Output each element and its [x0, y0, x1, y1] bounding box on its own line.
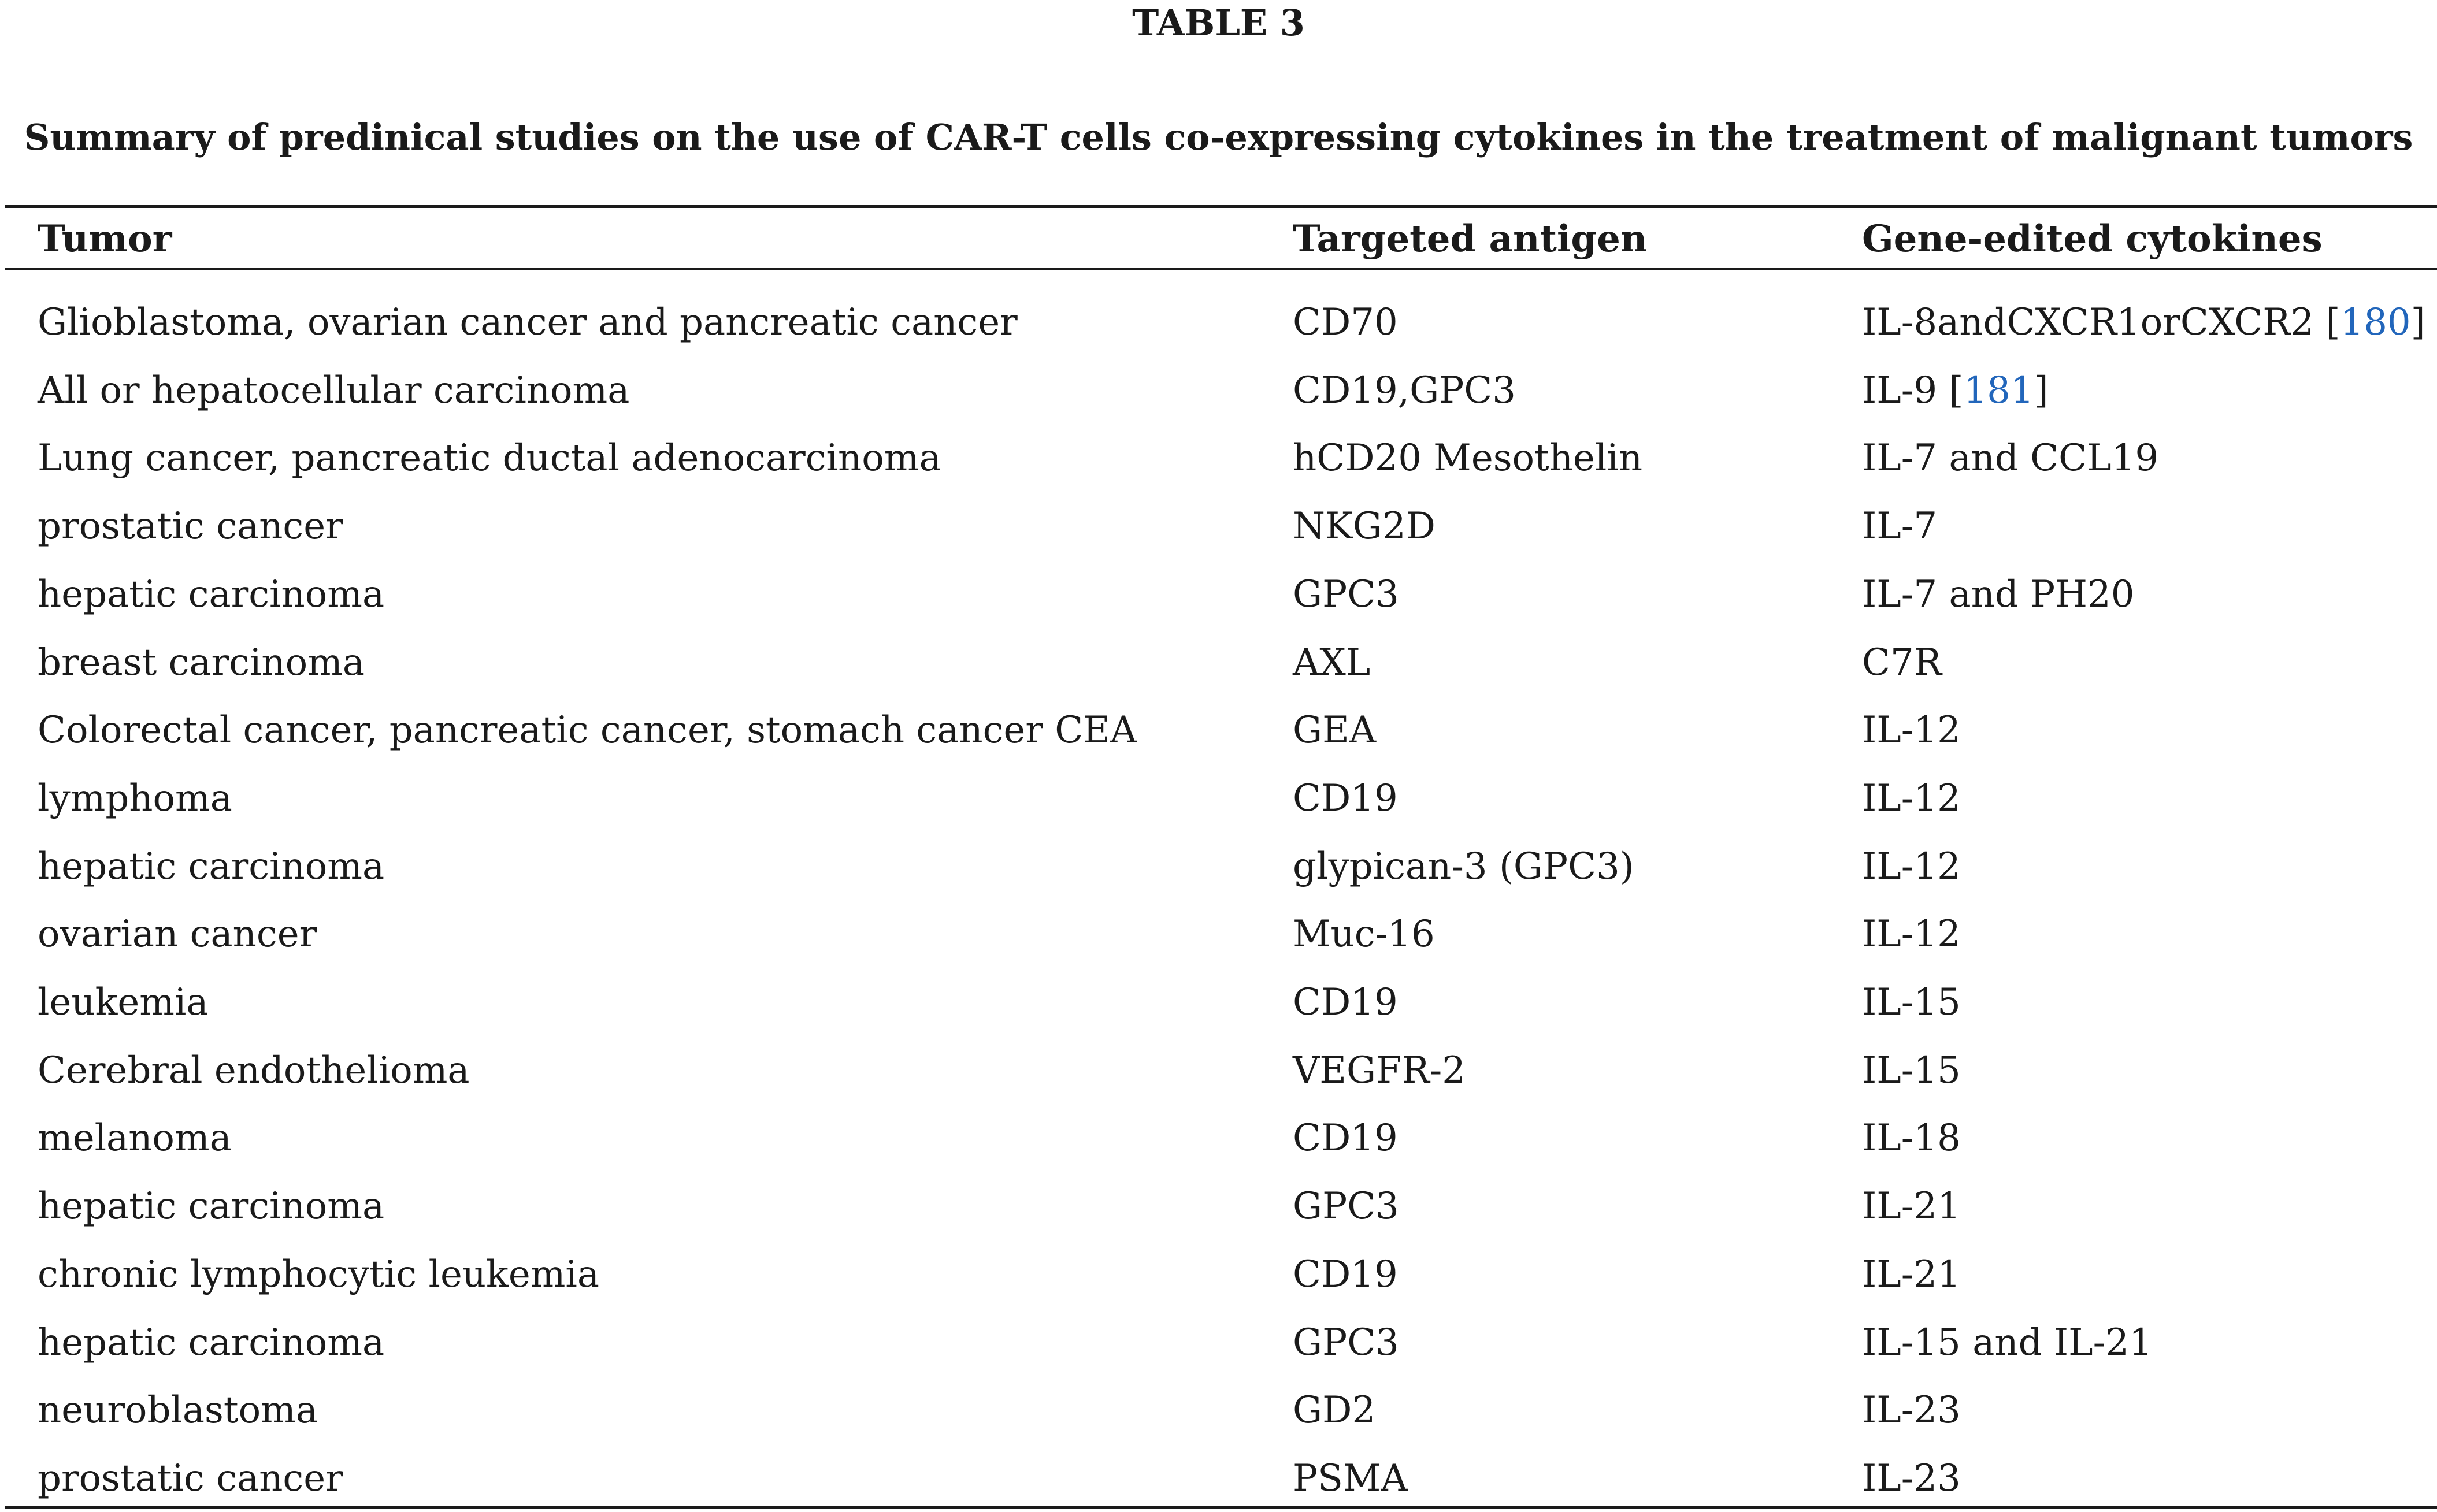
- table-row: [0, 367, 2437, 414]
- cell-tumor: hepatic carcinoma: [38, 1185, 385, 1228]
- cytokine-text: IL-8andCXCR1orCXCR2: [1862, 301, 2314, 344]
- cell-gene-edited-cytokines: [1862, 911, 1961, 957]
- cell-tumor: Lung cancer, pancreatic ductal adenocarcinoma: [38, 437, 941, 480]
- table-row: [0, 435, 2437, 481]
- cell-gene-edited-cytokines: [1862, 503, 1937, 549]
- cytokine-text: IL-12: [1862, 913, 1961, 956]
- cell-gene-edited-cytokines: [1862, 299, 2425, 346]
- cell-gene-edited-cytokines: [1862, 640, 1942, 686]
- cytokine-text: IL-9: [1862, 369, 1938, 412]
- cell-targeted-antigen: GPC3: [1293, 1321, 1399, 1364]
- table-caption: Summary of predinical studies on the use of CAR-T cells co-expressing cytokines in the treatment of malignant tumors: [24, 116, 2413, 158]
- cytokine-text: IL-15: [1862, 981, 1961, 1024]
- cytokine-text: IL-23: [1862, 1457, 1961, 1500]
- table-row: [0, 1183, 2437, 1229]
- cell-targeted-antigen: GD2: [1293, 1389, 1376, 1432]
- cytokine-text: IL-15 and IL-21: [1862, 1321, 2153, 1364]
- cytokine-text: IL-7 and CCL19: [1862, 437, 2159, 480]
- cell-tumor: All or hepatocellular carcinoma: [38, 369, 630, 412]
- top-rule: [5, 205, 2437, 208]
- cell-gene-edited-cytokines: [1862, 1115, 1961, 1161]
- cell-gene-edited-cytokines: [1862, 1320, 2153, 1366]
- cell-gene-edited-cytokines: [1862, 844, 1961, 890]
- reference-bracket-close: ]: [2410, 301, 2425, 344]
- reference-link[interactable]: 181: [1963, 369, 2034, 412]
- cell-tumor: chronic lymphocytic leukemia: [38, 1253, 599, 1296]
- cell-gene-edited-cytokines: [1862, 1183, 1961, 1229]
- table-row: [0, 1047, 2437, 1094]
- reference-bracket-open: [: [2314, 301, 2340, 344]
- reference-bracket-close: ]: [2034, 369, 2049, 412]
- cytokine-text: IL-7 and PH20: [1862, 573, 2135, 616]
- cell-targeted-antigen: CD19: [1293, 1117, 1398, 1160]
- table-row: [0, 503, 2437, 549]
- cytokine-text: IL-21: [1862, 1253, 1961, 1296]
- table-label: TABLE 3: [1132, 2, 1305, 44]
- column-header-tumor: Tumor: [38, 217, 172, 261]
- table-row: [0, 640, 2437, 686]
- reference-bracket-open: [: [1937, 369, 1964, 412]
- cell-targeted-antigen: CD19: [1293, 777, 1398, 820]
- bottom-rule: [5, 1506, 2437, 1509]
- table-row: [0, 1251, 2437, 1298]
- table-row: [0, 911, 2437, 957]
- cell-tumor: prostatic cancer: [38, 1457, 343, 1500]
- table-header-row: [0, 216, 2437, 262]
- cytokine-text: IL-23: [1862, 1389, 1961, 1432]
- column-header-targeted-antigen: Targeted antigen: [1293, 217, 1648, 261]
- cell-tumor: Colorectal cancer, pancreatic cancer, stomach cancer CEA: [38, 709, 1137, 752]
- cell-tumor: neuroblastoma: [38, 1389, 318, 1432]
- cell-gene-edited-cytokines: [1862, 1455, 1961, 1502]
- cell-targeted-antigen: AXL: [1293, 641, 1371, 684]
- table-row: [0, 775, 2437, 822]
- header-rule: [5, 268, 2437, 270]
- cell-targeted-antigen: CD19,GPC3: [1293, 369, 1516, 412]
- cell-gene-edited-cytokines: [1862, 571, 2134, 618]
- table-row: [0, 299, 2437, 346]
- cell-gene-edited-cytokines: [1862, 1251, 1961, 1298]
- table-row: [0, 1115, 2437, 1161]
- cell-targeted-antigen: GEA: [1293, 709, 1377, 752]
- cell-targeted-antigen: GPC3: [1293, 1185, 1399, 1228]
- cell-tumor: breast carcinoma: [38, 641, 365, 684]
- cell-tumor: hepatic carcinoma: [38, 845, 385, 888]
- cytokine-text: C7R: [1862, 641, 1942, 684]
- cytokine-text: IL-18: [1862, 1117, 1961, 1160]
- table-row: [0, 844, 2437, 890]
- cell-targeted-antigen: CD70: [1293, 301, 1398, 344]
- cell-tumor: leukemia: [38, 981, 209, 1024]
- table-row: [0, 979, 2437, 1026]
- cell-targeted-antigen: NKG2D: [1293, 505, 1436, 548]
- cell-tumor: melanoma: [38, 1117, 232, 1160]
- cell-tumor: hepatic carcinoma: [38, 1321, 385, 1364]
- cell-gene-edited-cytokines: [1862, 1387, 1961, 1433]
- cytokine-text: IL-12: [1862, 845, 1961, 888]
- table-row: [0, 1320, 2437, 1366]
- cytokine-text: IL-15: [1862, 1049, 1961, 1092]
- cell-tumor: prostatic cancer: [38, 505, 343, 548]
- cytokine-text: IL-7: [1862, 505, 1938, 548]
- cell-gene-edited-cytokines: [1862, 1047, 1961, 1094]
- cell-targeted-antigen: CD19: [1293, 981, 1398, 1024]
- cell-tumor: Cerebral endothelioma: [38, 1049, 470, 1092]
- table-row: [0, 707, 2437, 753]
- reference-link[interactable]: 180: [2340, 301, 2411, 344]
- cell-targeted-antigen: hCD20 Mesothelin: [1293, 437, 1643, 480]
- cell-targeted-antigen: Muc-16: [1293, 913, 1435, 956]
- column-header-gene-edited-cytokines: Gene-edited cytokines: [1862, 217, 2323, 261]
- cell-gene-edited-cytokines: [1862, 367, 2049, 414]
- cell-tumor: lymphoma: [38, 777, 232, 820]
- cell-gene-edited-cytokines: [1862, 775, 1961, 822]
- cell-gene-edited-cytokines: [1862, 435, 2158, 481]
- cytokine-text: IL-12: [1862, 709, 1961, 752]
- cytokine-text: IL-21: [1862, 1185, 1961, 1228]
- cell-targeted-antigen: GPC3: [1293, 573, 1399, 616]
- cell-targeted-antigen: CD19: [1293, 1253, 1398, 1296]
- cell-tumor: hepatic carcinoma: [38, 573, 385, 616]
- cytokine-text: IL-12: [1862, 777, 1961, 820]
- cell-tumor: Glioblastoma, ovarian cancer and pancreatic cancer: [38, 301, 1018, 344]
- cell-gene-edited-cytokines: [1862, 979, 1961, 1026]
- table-row: [0, 1455, 2437, 1502]
- cell-gene-edited-cytokines: [1862, 707, 1961, 753]
- table-row: [0, 571, 2437, 618]
- cell-targeted-antigen: glypican-3 (GPC3): [1293, 845, 1634, 888]
- cell-targeted-antigen: VEGFR-2: [1293, 1049, 1466, 1092]
- cell-tumor: ovarian cancer: [38, 913, 317, 956]
- cell-targeted-antigen: PSMA: [1293, 1457, 1408, 1500]
- table-row: [0, 1387, 2437, 1433]
